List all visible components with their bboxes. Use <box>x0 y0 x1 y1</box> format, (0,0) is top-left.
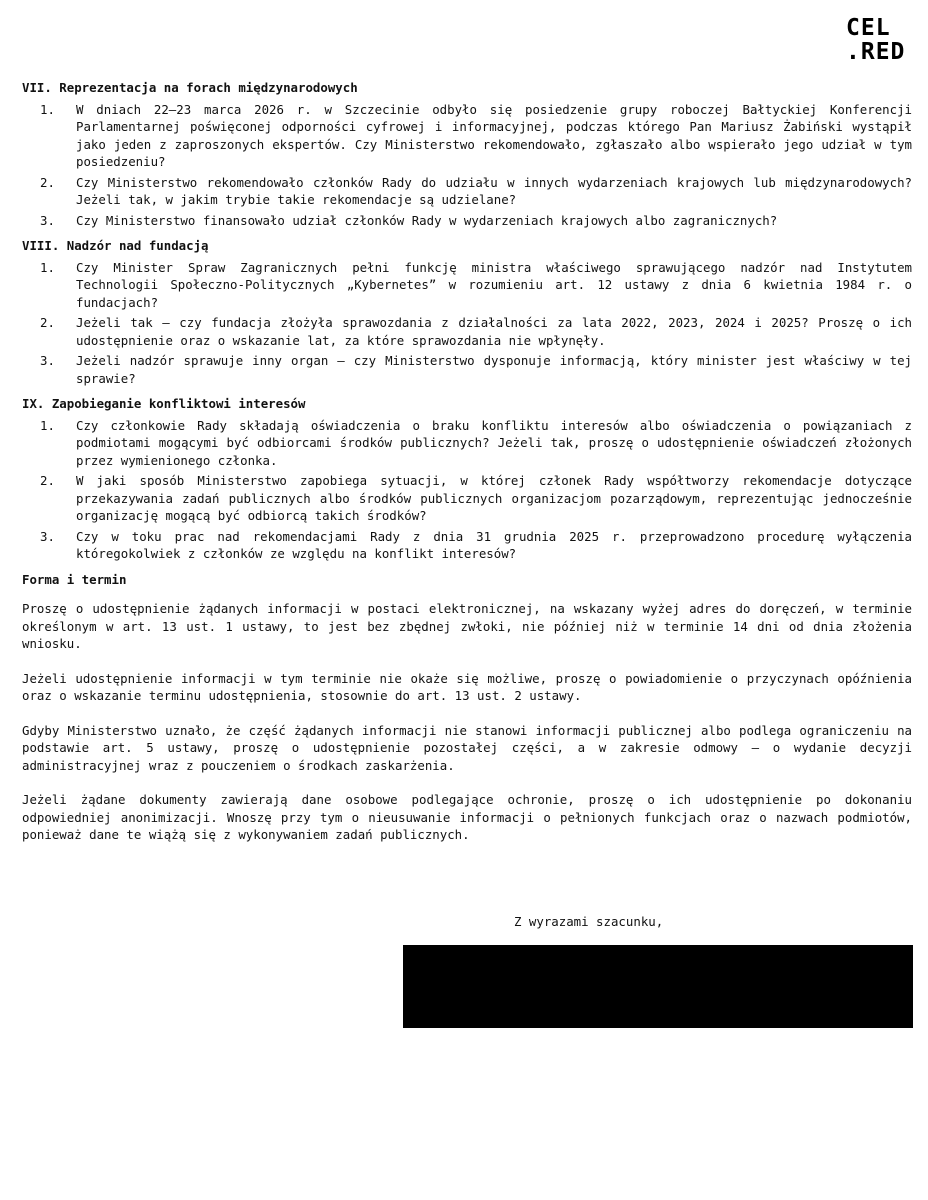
list-item: 1. Czy Minister Spraw Zagranicznych pełni funkcję ministra właściwego sprawującego nadzór nad Instytutem Technologii Społeczno-Politycznych „Kybernetes” w rozumieniu art. 12 ustawy z dnia 6 kwietnia 1984 r. o fundacjach? <box>40 259 912 310</box>
list-item: 3. Czy w toku prac nad rekomendacjami Rady z dnia 31 grudnia 2025 r. przeprowadzono procedurę wyłączenia któregokolwiek z członków ze względu na konflikt interesów? <box>40 528 912 561</box>
list-item: 1. W dniach 22–23 marca 2026 r. w Szczecinie odbyło się posiedzenie grupy roboczej Bałtyckiej Konferencji Parlamentarnej poświęconej odporności cyfrowej i informacyjnej, podczas którego Pan Mariusz Żabiński wystąpił jako jeden z zaproszonych ekspertów. Czy Ministerstwo rekomendowało, zgłaszało albo wspierało jego udział w tym posiedzeniu? <box>40 101 912 169</box>
section-list-ix <box>22 417 912 563</box>
list-item: 2. Czy Ministerstwo rekomendowało członków Rady do udziału w innych wydarzeniach krajowych lub międzynarodowych? Jeżeli tak, w jakim trybie takie rekomendacje są udzielane? <box>40 174 912 207</box>
logo-line-2: .RED <box>846 39 906 65</box>
section-heading-vii: VII. Reprezentacja na forach międzynarodowych <box>22 80 358 95</box>
section-list-vii <box>22 101 912 230</box>
redacted-signature-block <box>403 945 913 1028</box>
section-heading-viii: VIII. Nadzór nad fundacją <box>22 238 209 253</box>
list-item: 2. Jeżeli tak — czy fundacja złożyła sprawozdania z działalności za lata 2022, 2023, 2024 i 2025? Proszę o ich udostępnienie oraz o wskazanie lat, za które sprawozdania nie wpłynęły. <box>40 315 912 348</box>
section-heading-forma: Forma i termin <box>22 571 127 587</box>
cel-red-logo <box>846 16 906 68</box>
section-list-viii <box>22 259 912 388</box>
closing-greeting: Z wyrazami szacunku, <box>514 914 664 929</box>
document-body <box>22 79 912 861</box>
paragraph: Jeżeli udostępnienie informacji w tym terminie nie okaże się możliwe, proszę o powiadomienie o przyczynach opóźnienia oraz o wskazanie terminu udostępnienia, stosownie do art. 13 ust. 2 ustawy. <box>22 670 912 703</box>
list-item: 2. W jaki sposób Ministerstwo zapobiega sytuacji, w której członek Rady współtworzy rekomendacje dotyczące przekazywania zadań publicznych albo środków publicznych organizacjom pozarządowym, reprezentując jednocześnie organizację mogącą być odbiorcą takich środków? <box>40 473 912 523</box>
closing-block <box>22 913 912 943</box>
list-item: 3. Czy Ministerstwo finansowało udział członków Rady w wydarzeniach krajowych albo zagranicznych? <box>40 212 778 228</box>
paragraph: Proszę o udostępnienie żądanych informacji w postaci elektronicznej, na wskazany wyżej adres do doręczeń, w terminie określonym w art. 13 ust. 1 ustawy, to jest bez zbędnej zwłoki, nie później niż w terminie 14 dni od dnia złożenia wniosku. <box>22 601 912 651</box>
paragraph: Jeżeli żądane dokumenty zawierają dane osobowe podlegające ochronie, proszę o ich udostępnienie po dokonaniu odpowiedniej anonimizacji. Wnoszę przy tym o nieusuwanie informacji o pełnionych funkcjach oraz o nazwach podmiotów, ponieważ dane te wiążą się z wykonywaniem zadań publicznych. <box>22 792 912 842</box>
logo-line-1: CEL <box>846 15 891 41</box>
list-item: 1. Czy członkowie Rady składają oświadczenia o braku konfliktu interesów albo oświadczenia o powiązaniach z podmiotami mogącymi być odbiorcami środków publicznych? Jeżeli tak, proszę o udostępnienie oświadczeń złożonych przez wymienionego członka. <box>40 417 912 468</box>
paragraph: Gdyby Ministerstwo uznało, że część żądanych informacji nie stanowi informacji publicznej albo podlega ograniczeniu na podstawie art. 5 ustawy, proszę o udostępnienie pozostałej części, a w zakresie odmowy — o wydanie decyzji administracyjnej wraz z pouczeniem o środkach zaskarżenia. <box>22 722 912 773</box>
section-heading-ix: IX. Zapobieganie konfliktowi interesów <box>22 396 306 411</box>
list-item: 3. Jeżeli nadzór sprawuje inny organ — czy Ministerstwo dysponuje informacją, który minister jest właściwy w tej sprawie? <box>40 353 912 386</box>
